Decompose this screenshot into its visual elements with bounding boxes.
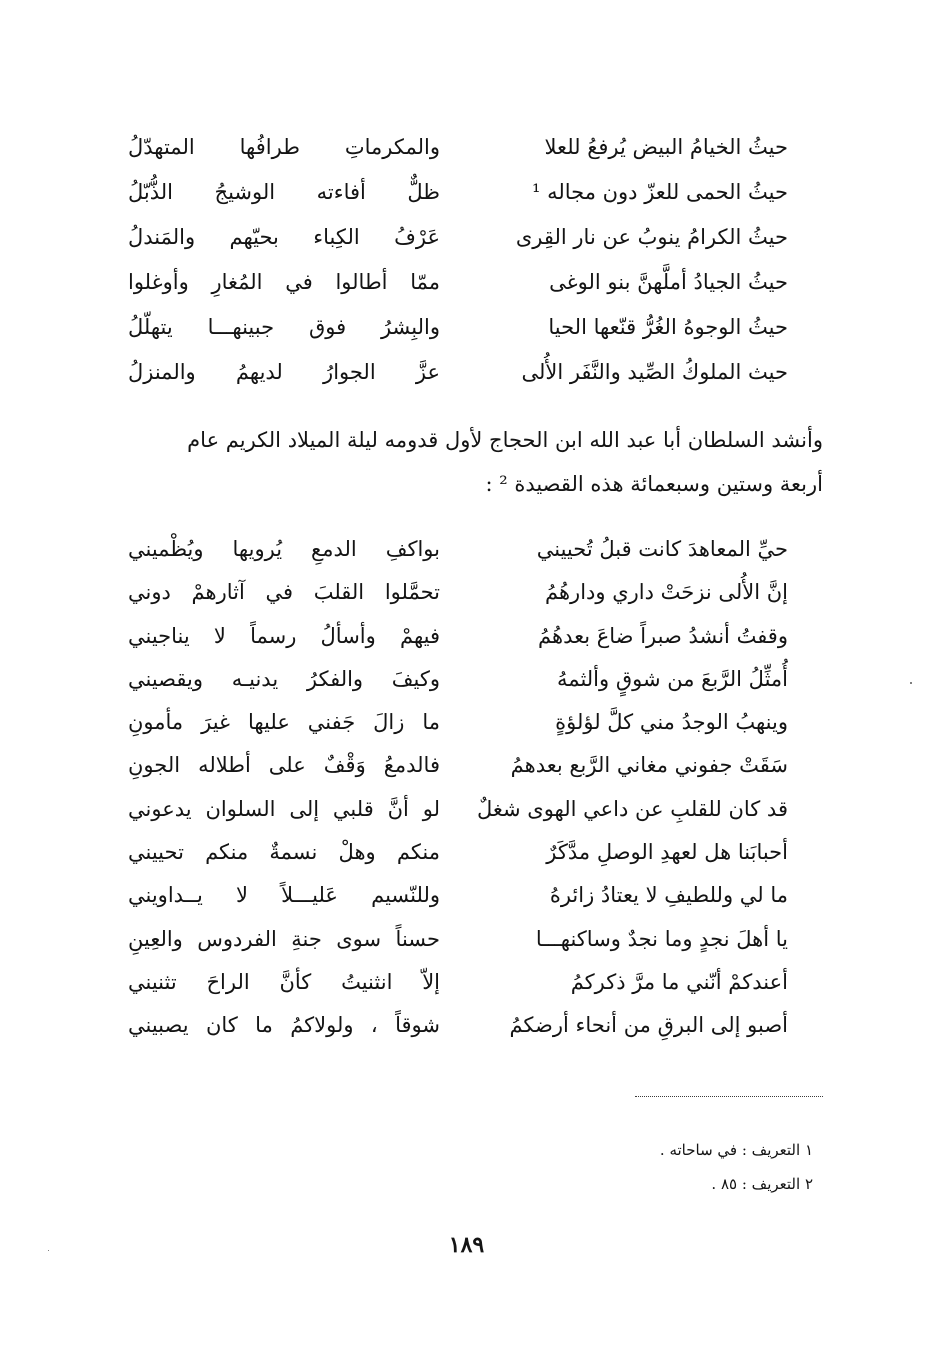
- verse-second-hemistich: والبِشرُ فوق جبينهـــا يتهلّلُ: [128, 315, 440, 339]
- verse: [128, 874, 788, 917]
- verse: [128, 788, 788, 831]
- verse-first-hemistich: حيثُ الخيامُ البيض يُرفعُ للعلا: [544, 135, 788, 159]
- verse-first-hemistich: أُمثِّلُ الرَّبعَ من شوقٍ وألثمهُ: [557, 666, 788, 691]
- verse: [128, 701, 788, 744]
- verse: [128, 215, 788, 260]
- verse-first-hemistich: ما لي وللطيفِ لا يعتادُ زائرهُ: [549, 883, 788, 908]
- verse-second-hemistich: ما زالَ جَفني عليها غيرَ مأمونِ: [128, 710, 440, 735]
- verse: [128, 260, 788, 305]
- verse-second-hemistich: وكيفَ والفكرُ يدنيـه ويقصيني: [128, 666, 440, 691]
- verse: [128, 350, 788, 395]
- verse-first-hemistich: أحبابَنا هل لعهدِ الوصلِ مدَّكَرٌ: [546, 840, 788, 865]
- verse: [128, 571, 788, 614]
- verse: [128, 615, 788, 658]
- footnote: ٢ التعريف : ٨٥ .: [711, 1175, 813, 1193]
- verse-second-hemistich: وللنّسيم عَليـــلاً لا يــداويني: [128, 883, 440, 908]
- verse-first-hemistich: حيثُ الجيادُ أملَّهنَّ بنو الوغى: [549, 270, 788, 294]
- page-number: ١٨٩: [448, 1232, 485, 1258]
- verse-second-hemistich: حسناً سوى جنةِ الفردوس والعِينِ: [128, 926, 440, 951]
- verse: [128, 170, 788, 215]
- verse-first-hemistich: سَقَتْ جفوني مغاني الرَّبع بعدهمُ: [510, 753, 788, 778]
- verse-first-hemistich: حيث الملوكُ الصِّيد والنَّفَر الأُلى: [521, 360, 788, 384]
- footnote-separator: [635, 1096, 823, 1097]
- prose-line: أربعة وستين وسبعمائة هذه القصيدة ² :: [485, 472, 823, 496]
- verse: [128, 831, 788, 874]
- verse-first-hemistich: إنَّ الأُلى نزحَتْ داري ودارهُمُ: [545, 580, 788, 605]
- verse-second-hemistich: عَرْفُ الكِباء بحيّهم والمَندلُ: [128, 225, 440, 249]
- footnote: ١ التعريف : في ساحاته .: [659, 1141, 813, 1159]
- verse-second-hemistich: شوقاً ، ولولاكمُ ما كان يصبيني: [128, 1013, 440, 1038]
- verse: [128, 125, 788, 170]
- prose-line: وأنشد السلطان أبا عبد الله ابن الحجاج لأول قدومه ليلة الميلاد الكريم عام: [187, 428, 823, 452]
- verse-second-hemistich: عزَّ الجوارُ لديهمُ والمنزلُ: [128, 360, 440, 384]
- footnotes: [213, 1133, 813, 1201]
- verse-first-hemistich: أعندكمْ أنّني ما مرَّ ذكركمُ: [570, 969, 788, 994]
- verse-first-hemistich: حيثُ الوجوهُ الغُرُّ قنّعها الحيا: [548, 315, 788, 339]
- verse-first-hemistich: حيثُ الحمى للعزّ دون مجاله ¹: [531, 180, 788, 204]
- verse-first-hemistich: قد كان للقلبِ عن داعي الهوى شغلٌ: [476, 796, 788, 821]
- verse-first-hemistich: يا أهلَ نجدٍ وما نجدٌ وساكنهـــا: [535, 926, 788, 951]
- verse-first-hemistich: أصبو إلى البرقِ من أنحاء أرضكمُ: [509, 1013, 788, 1038]
- verse-second-hemistich: بواكفِ الدمعِ يُرويها ويُظْميني: [128, 537, 440, 561]
- verse-second-hemistich: فالدمعُ وَقْفٌ على أطلاله الجونِ: [128, 753, 440, 778]
- verse-first-hemistich: وينهبُ الوجدُ مني كلَّ لؤلؤةٍ: [555, 710, 788, 735]
- verse-second-hemistich: لو أنَّ قلبي إلى السلوان يدعوني: [128, 796, 440, 821]
- verse-second-hemistich: والمكرماتِ طرافُها المتهدّلُ: [128, 135, 440, 159]
- verse-first-hemistich: وقفتُ أنشدُ صبراً ضاعَ بعدهُمُ: [538, 623, 788, 648]
- verse-second-hemistich: تحمَّلوا القلبَ في آثارهمْ دوني: [128, 580, 440, 605]
- verse-first-hemistich: حيثُ الكرامُ ينوبُ عن نار القِرى: [515, 225, 788, 249]
- verse-second-hemistich: إلاّ انثنيتُ كأنَّ الراحَ تثنيني: [128, 969, 440, 994]
- verse-first-hemistich: حيِّ المعاهدَ كانت قبلُ تُحييني: [536, 537, 788, 561]
- poem-second: [128, 528, 788, 1048]
- scan-speck: [910, 682, 912, 684]
- verse-second-hemistich: ممّا أطالوا في المُغارِ وأوغلوا: [128, 270, 440, 294]
- verse-second-hemistich: فيهمْ وأسألُ رسماً لا يناجيني: [128, 623, 440, 648]
- verse: [128, 1004, 788, 1047]
- scan-speck: [48, 1250, 49, 1251]
- verse: [128, 961, 788, 1004]
- prose-paragraph: [118, 418, 823, 506]
- verse-second-hemistich: منكم وهلْ نسمةٌ منكم تحييني: [128, 840, 440, 865]
- poem-first: [128, 125, 788, 395]
- verse: [128, 528, 788, 571]
- verse: [128, 744, 788, 787]
- verse: [128, 305, 788, 350]
- verse: [128, 918, 788, 961]
- verse-second-hemistich: ظلٌّ أفاءته الوشيجُ الذُّبّلُ: [128, 180, 440, 204]
- verse: [128, 658, 788, 701]
